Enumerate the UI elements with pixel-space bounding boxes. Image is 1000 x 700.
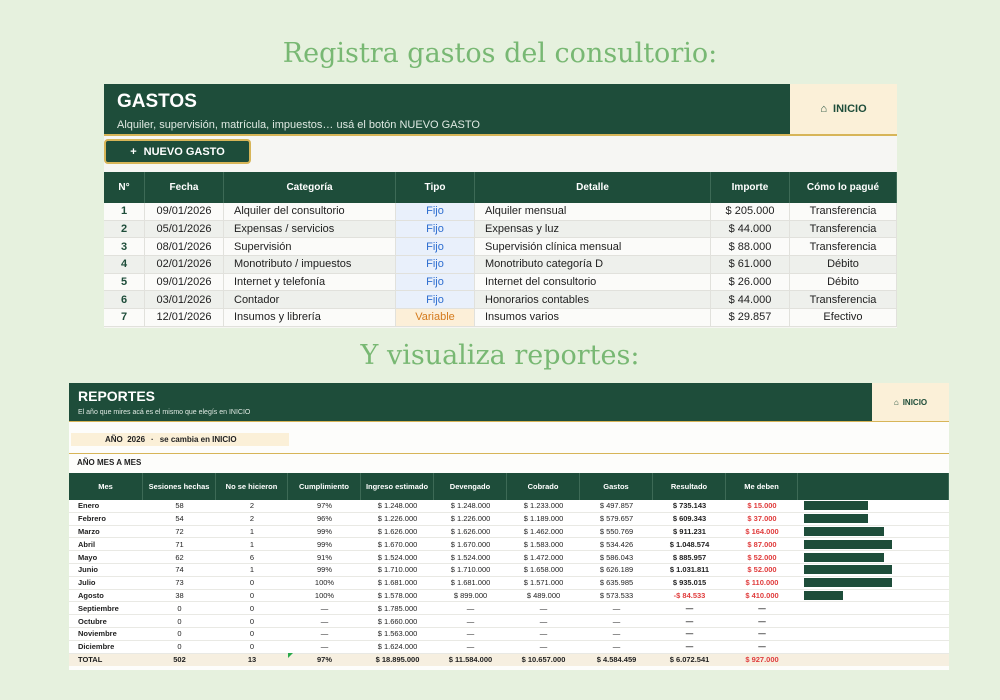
col-header-importe[interactable]: Importe <box>711 172 790 203</box>
cell-cumplimiento[interactable]: 99% <box>316 565 332 575</box>
col-header-me-deben[interactable]: Me deben <box>726 473 798 500</box>
cell-pago[interactable]: Débito <box>790 274 897 291</box>
cell-mes[interactable]: TOTAL <box>78 655 103 665</box>
cell-cumplimiento[interactable]: — <box>320 642 329 652</box>
cell-sesiones[interactable]: 72 <box>175 526 184 536</box>
col-header-sesiones[interactable]: Sesiones hechas <box>143 473 216 500</box>
reportes-title: REPORTES <box>78 388 156 404</box>
month-row[interactable] <box>69 564 949 577</box>
cell-importe[interactable]: $ 61.000 <box>711 256 790 273</box>
heading-reportes: Y visualiza reportes: <box>360 340 640 371</box>
cell-categoria[interactable]: Contador <box>224 291 396 308</box>
gastos-subtitle: Alquiler, supervisión, matrícula, impuestos… usá el botón NUEVO GASTO <box>117 119 480 131</box>
cell-detalle[interactable]: Internet del consultorio <box>475 274 711 291</box>
cell-cobrado[interactable]: — <box>539 642 548 652</box>
gasto-row[interactable] <box>104 274 897 292</box>
cell-me-deben[interactable]: $ 164.000 <box>745 526 779 536</box>
cell-resultado[interactable]: $ 1.048.574 <box>669 539 710 549</box>
cell-resultado[interactable]: $ 6.072.541 <box>669 655 710 665</box>
cell-devengado[interactable]: $ 1.226.000 <box>450 514 491 524</box>
cell-me-deben[interactable]: $ 15.000 <box>747 501 777 511</box>
month-row[interactable] <box>69 577 949 590</box>
cell-mes[interactable]: Octubre <box>78 616 107 626</box>
cell-me-deben[interactable]: — <box>758 629 766 639</box>
month-row[interactable] <box>69 513 949 526</box>
col-header-gastos[interactable]: Gastos <box>580 473 653 500</box>
cell-sesiones[interactable]: 0 <box>177 616 182 626</box>
cell-ingreso[interactable]: $ 1.578.000 <box>377 590 418 600</box>
cell-gastos[interactable]: $ 586.043 <box>599 552 634 562</box>
cell-no-hicieron[interactable]: 1 <box>249 565 255 575</box>
cell-cobrado[interactable]: — <box>539 616 548 626</box>
cell-importe[interactable]: $ 44.000 <box>711 221 790 238</box>
month-row[interactable] <box>69 551 949 564</box>
resultado-bar <box>804 578 892 587</box>
cell-me-deben[interactable]: $ 52.000 <box>747 565 777 575</box>
gasto-row[interactable] <box>104 291 897 309</box>
cell-gastos[interactable]: — <box>612 616 621 626</box>
cell-cumplimiento[interactable]: 100% <box>314 578 335 588</box>
cell-categoria[interactable]: Alquiler del consultorio <box>224 203 396 220</box>
cell-no-hicieron[interactable]: 6 <box>249 552 255 562</box>
cell-devengado[interactable]: $ 1.248.000 <box>450 501 491 511</box>
heading-gastos: Registra gastos del consultorio: <box>282 38 718 69</box>
cell-cobrado[interactable]: $ 1.571.000 <box>523 578 564 588</box>
bar-cell <box>798 654 949 667</box>
year-label: AÑO <box>105 435 123 444</box>
cell-devengado[interactable]: $ 899.000 <box>453 590 488 600</box>
cell-resultado[interactable]: $ 735.143 <box>672 501 707 511</box>
bar-cell <box>798 500 949 512</box>
cell-resultado[interactable]: $ 1.031.811 <box>669 565 710 575</box>
cell-resultado[interactable]: — <box>685 603 694 613</box>
cell-mes[interactable]: Junio <box>78 565 98 575</box>
cell-resultado[interactable]: -$ 84.533 <box>673 590 706 600</box>
inicio-label: INICIO <box>833 103 867 115</box>
cell-no-hicieron[interactable]: 2 <box>249 501 255 511</box>
cell-devengado[interactable]: — <box>466 629 475 639</box>
year-selector <box>71 433 289 446</box>
cell-cumplimiento[interactable]: 96% <box>316 514 332 524</box>
cell-numero[interactable]: 1 <box>104 203 145 220</box>
month-row[interactable] <box>69 628 949 641</box>
cell-devengado[interactable]: — <box>466 616 475 626</box>
cell-categoria[interactable]: Internet y telefonía <box>224 274 396 291</box>
cell-importe[interactable]: $ 29.857 <box>711 309 790 326</box>
cell-resultado[interactable]: — <box>685 616 694 626</box>
comment-marker-icon <box>288 653 293 658</box>
col-header-mes[interactable]: Mes <box>69 473 143 500</box>
cell-detalle[interactable]: Honorarios contables <box>475 291 711 308</box>
cell-no-hicieron[interactable]: 0 <box>249 629 255 639</box>
cell-numero[interactable]: 2 <box>104 221 145 238</box>
col-header-devengado[interactable]: Devengado <box>434 473 507 500</box>
cell-mes[interactable]: Diciembre <box>78 642 115 652</box>
cell-sesiones[interactable]: 0 <box>177 642 182 652</box>
cell-tipo[interactable]: Variable <box>396 309 475 326</box>
cell-tipo[interactable]: Fijo <box>396 203 475 220</box>
cell-no-hicieron[interactable]: 0 <box>249 642 255 652</box>
cell-resultado[interactable]: $ 911.231 <box>673 526 706 536</box>
resultado-bar <box>804 591 843 600</box>
cell-ingreso[interactable]: $ 18.895.000 <box>375 655 420 665</box>
cell-cumplimiento[interactable]: — <box>320 603 329 613</box>
reportes-sheet <box>69 383 949 670</box>
year-separator: · <box>151 435 154 444</box>
cell-numero[interactable]: 3 <box>104 238 145 255</box>
cell-gastos[interactable]: $ 573.533 <box>599 590 634 600</box>
col-header-fecha[interactable]: Fecha <box>145 172 224 203</box>
resultado-bar <box>804 514 868 523</box>
cell-sesiones[interactable]: 62 <box>175 552 184 562</box>
cell-devengado[interactable]: $ 1.681.000 <box>450 578 491 588</box>
cell-ingreso[interactable]: $ 1.624.000 <box>377 642 418 652</box>
cell-resultado[interactable]: $ 935.015 <box>672 578 707 588</box>
cell-tipo[interactable]: Fijo <box>396 274 475 291</box>
gasto-row[interactable] <box>104 309 897 327</box>
cell-cobrado[interactable]: $ 10.657.000 <box>521 655 566 665</box>
cell-gastos[interactable]: — <box>612 603 621 613</box>
inicio-button[interactable] <box>790 84 897 134</box>
cell-me-deben[interactable]: — <box>758 603 766 613</box>
cell-pago[interactable]: Transferencia <box>790 291 897 308</box>
cell-mes[interactable]: Febrero <box>78 514 106 524</box>
cell-gastos[interactable]: $ 579.657 <box>599 514 634 524</box>
year-value: 2026 <box>127 435 146 444</box>
cell-categoria[interactable]: Insumos y librería <box>224 309 396 326</box>
nuevo-gasto-button[interactable] <box>104 139 251 164</box>
bar-cell <box>798 564 949 576</box>
cell-sesiones[interactable]: 0 <box>177 603 182 613</box>
cell-me-deben[interactable]: — <box>758 616 766 626</box>
cell-fecha[interactable]: 03/01/2026 <box>145 291 224 308</box>
col-header-tipo[interactable]: Tipo <box>396 172 475 203</box>
col-header-pago[interactable]: Cómo lo pagué <box>790 172 897 203</box>
reportes-subtitle: El año que mires acá es el mismo que elegís en INICIO <box>78 409 251 416</box>
section-title: AÑO MES A MES <box>77 458 142 467</box>
cell-resultado[interactable]: $ 885.957 <box>672 552 707 562</box>
cell-fecha[interactable]: 09/01/2026 <box>145 274 224 291</box>
cell-tipo[interactable]: Fijo <box>396 221 475 238</box>
cell-categoria[interactable]: Supervisión <box>224 238 396 255</box>
cell-sesiones[interactable]: 54 <box>175 514 184 524</box>
gastos-table-header <box>104 172 897 203</box>
cell-tipo[interactable]: Fijo <box>396 291 475 308</box>
cell-me-deben[interactable]: $ 87.000 <box>747 539 777 549</box>
cell-me-deben[interactable]: — <box>758 642 766 652</box>
cell-pago[interactable]: Transferencia <box>790 238 897 255</box>
cell-ingreso[interactable]: $ 1.710.000 <box>377 565 418 575</box>
cell-no-hicieron[interactable]: 0 <box>249 616 255 626</box>
cell-mes[interactable]: Enero <box>78 501 100 511</box>
bar-cell <box>798 551 949 563</box>
resultado-bar <box>804 553 884 562</box>
cell-sesiones[interactable]: 38 <box>175 590 184 600</box>
cell-categoria[interactable]: Expensas / servicios <box>224 221 396 238</box>
month-row[interactable] <box>69 602 949 615</box>
cell-no-hicieron[interactable]: 1 <box>249 539 255 549</box>
cell-categoria[interactable]: Monotributo / impuestos <box>224 256 396 273</box>
bar-cell <box>798 538 949 550</box>
cell-sesiones[interactable]: 71 <box>175 539 184 549</box>
cell-devengado[interactable]: $ 1.670.000 <box>450 539 491 549</box>
cell-devengado[interactable]: — <box>466 603 475 613</box>
gastos-sheet <box>104 84 897 328</box>
cell-resultado[interactable]: $ 609.343 <box>672 514 707 524</box>
col-header-cobrado[interactable]: Cobrado <box>507 473 580 500</box>
col-header-n[interactable]: N° <box>104 172 145 203</box>
gasto-row[interactable] <box>104 256 897 274</box>
cell-ingreso[interactable]: $ 1.248.000 <box>377 501 418 511</box>
cell-mes[interactable]: Agosto <box>78 590 104 600</box>
gasto-row[interactable] <box>104 238 897 256</box>
reportes-table-body <box>69 500 949 666</box>
cell-gastos[interactable]: $ 534.426 <box>599 539 634 549</box>
cell-no-hicieron[interactable]: 0 <box>249 590 255 600</box>
cell-cumplimiento[interactable]: 99% <box>316 526 332 536</box>
cell-importe[interactable]: $ 205.000 <box>711 203 790 220</box>
cell-no-hicieron[interactable]: 0 <box>249 578 255 588</box>
cell-fecha[interactable]: 02/01/2026 <box>145 256 224 273</box>
nuevo-gasto-label: NUEVO GASTO <box>143 145 225 158</box>
col-header-no-hicieron[interactable]: No se hicieron <box>216 473 288 500</box>
divider <box>69 453 949 454</box>
cell-ingreso[interactable]: $ 1.681.000 <box>377 578 418 588</box>
cell-importe[interactable]: $ 88.000 <box>711 238 790 255</box>
cell-pago[interactable]: Débito <box>790 256 897 273</box>
cell-gastos[interactable]: $ 497.857 <box>599 501 634 511</box>
month-row[interactable] <box>69 526 949 539</box>
cell-detalle[interactable]: Alquiler mensual <box>475 203 711 220</box>
cell-cobrado[interactable]: $ 1.233.000 <box>523 501 564 511</box>
cell-ingreso[interactable]: $ 1.670.000 <box>377 539 418 549</box>
cell-resultado[interactable]: — <box>685 629 694 639</box>
year-note: se cambia en INICIO <box>159 435 237 444</box>
cell-pago[interactable]: Transferencia <box>790 221 897 238</box>
cell-devengado[interactable]: $ 1.524.000 <box>450 552 491 562</box>
cell-tipo[interactable]: Fijo <box>396 256 475 273</box>
cell-cumplimiento[interactable]: 100% <box>314 590 335 600</box>
cell-no-hicieron[interactable]: 13 <box>247 655 257 665</box>
cell-numero[interactable]: 6 <box>104 291 145 308</box>
cell-cobrado[interactable]: $ 489.000 <box>526 590 561 600</box>
cell-cumplimiento[interactable]: 99% <box>316 539 332 549</box>
cell-no-hicieron[interactable]: 1 <box>249 526 255 536</box>
reportes-banner <box>69 383 872 421</box>
col-header-ingreso[interactable]: Ingreso estimado <box>361 473 434 500</box>
cell-ingreso[interactable]: $ 1.226.000 <box>377 514 418 524</box>
cell-importe[interactable]: $ 26.000 <box>711 274 790 291</box>
month-row[interactable] <box>69 615 949 628</box>
cell-numero[interactable]: 4 <box>104 256 145 273</box>
cell-cumplimiento[interactable]: — <box>320 629 329 639</box>
cell-fecha[interactable]: 08/01/2026 <box>145 238 224 255</box>
bar-cell <box>798 590 949 602</box>
cell-cobrado[interactable]: $ 1.189.000 <box>523 514 564 524</box>
cell-gastos[interactable]: $ 4.584.459 <box>596 655 637 665</box>
reportes-inicio-button[interactable] <box>872 383 949 421</box>
col-header-detalle[interactable]: Detalle <box>475 172 711 203</box>
cell-me-deben[interactable]: $ 52.000 <box>747 552 777 562</box>
cell-fecha[interactable]: 12/01/2026 <box>145 309 224 326</box>
col-header-categoria[interactable]: Categoría <box>224 172 396 203</box>
cell-detalle[interactable]: Supervisión clínica mensual <box>475 238 711 255</box>
cell-cobrado[interactable]: $ 1.472.000 <box>523 552 564 562</box>
cell-me-deben[interactable]: $ 110.000 <box>745 578 779 588</box>
cell-importe[interactable]: $ 44.000 <box>711 291 790 308</box>
inicio-label: INICIO <box>902 397 928 407</box>
cell-ingreso[interactable]: $ 1.626.000 <box>377 526 418 536</box>
col-header-resultado[interactable]: Resultado <box>653 473 726 500</box>
cell-pago[interactable]: Efectivo <box>790 309 897 326</box>
gastos-title: GASTOS <box>117 91 197 112</box>
cell-cumplimiento[interactable]: — <box>320 616 329 626</box>
bar-cell <box>798 628 949 640</box>
gastos-table-body <box>104 203 897 327</box>
reportes-table-header <box>69 473 949 500</box>
home-icon: ⌂ <box>893 397 899 407</box>
resultado-bar <box>804 527 884 536</box>
month-row[interactable] <box>69 538 949 551</box>
cell-mes[interactable]: Mayo <box>78 552 98 562</box>
bar-cell <box>798 513 949 525</box>
bar-cell <box>798 615 949 627</box>
cell-no-hicieron[interactable]: 2 <box>249 514 255 524</box>
cell-gastos[interactable]: $ 550.769 <box>599 526 634 536</box>
cell-cumplimiento[interactable]: 97% <box>316 501 332 511</box>
cell-ingreso[interactable]: $ 1.785.000 <box>377 603 418 613</box>
month-row[interactable] <box>69 590 949 603</box>
cell-gastos[interactable]: $ 626.189 <box>599 565 634 575</box>
month-row[interactable] <box>69 500 949 513</box>
cell-devengado[interactable]: $ 1.626.000 <box>450 526 491 536</box>
cell-gastos[interactable]: $ 635.985 <box>599 578 634 588</box>
bar-cell <box>798 641 949 653</box>
cell-detalle[interactable]: Insumos varios <box>475 309 711 326</box>
cell-ingreso[interactable]: $ 1.524.000 <box>377 552 418 562</box>
cell-devengado[interactable]: $ 1.710.000 <box>450 565 491 575</box>
cell-detalle[interactable]: Monotributo categoría D <box>475 256 711 273</box>
cell-detalle[interactable]: Expensas y luz <box>475 221 711 238</box>
cell-mes[interactable]: Julio <box>78 578 96 588</box>
gasto-row[interactable] <box>104 203 897 221</box>
cell-sesiones[interactable]: 73 <box>175 578 184 588</box>
month-row[interactable] <box>69 641 949 654</box>
cell-ingreso[interactable]: $ 1.660.000 <box>377 616 418 626</box>
cell-mes[interactable]: Septiembre <box>78 603 119 613</box>
cell-sesiones[interactable]: 0 <box>177 629 182 639</box>
divider <box>69 421 949 422</box>
cell-numero[interactable]: 7 <box>104 309 145 326</box>
cell-cumplimiento[interactable]: 91% <box>316 552 332 562</box>
cell-mes[interactable]: Marzo <box>78 526 100 536</box>
cell-cumplimiento[interactable]: 97% <box>316 655 332 665</box>
bar-cell <box>798 602 949 614</box>
cell-no-hicieron[interactable]: 0 <box>249 603 255 613</box>
cell-devengado[interactable]: — <box>466 642 475 652</box>
cell-sesiones[interactable]: 58 <box>175 501 184 511</box>
cell-devengado[interactable]: $ 11.584.000 <box>448 655 493 665</box>
bar-cell <box>798 526 949 538</box>
cell-me-deben[interactable]: $ 37.000 <box>747 514 777 524</box>
cell-gastos[interactable]: — <box>612 629 621 639</box>
col-header-cumplimiento[interactable]: Cumplimiento <box>288 473 361 500</box>
cell-cobrado[interactable]: $ 1.462.000 <box>523 526 564 536</box>
total-row[interactable] <box>69 654 949 667</box>
cell-cobrado[interactable]: — <box>539 629 548 639</box>
cell-mes[interactable]: Abril <box>78 539 96 549</box>
resultado-bar <box>804 540 892 549</box>
cell-gastos[interactable]: — <box>612 642 621 652</box>
cell-resultado[interactable]: — <box>685 642 694 652</box>
cell-ingreso[interactable]: $ 1.563.000 <box>377 629 418 639</box>
bar-cell <box>798 577 949 589</box>
cell-numero[interactable]: 5 <box>104 274 145 291</box>
col-header-bar <box>798 473 949 500</box>
cell-me-deben[interactable]: $ 927.000 <box>745 655 779 665</box>
cell-cobrado[interactable]: — <box>539 603 548 613</box>
cell-pago[interactable]: Transferencia <box>790 203 897 220</box>
cell-fecha[interactable]: 05/01/2026 <box>145 221 224 238</box>
gastos-banner <box>104 84 790 134</box>
home-icon: ⌂ <box>820 103 828 115</box>
cell-cobrado[interactable]: $ 1.658.000 <box>523 565 564 575</box>
cell-sesiones[interactable]: 502 <box>173 655 186 665</box>
cell-sesiones[interactable]: 74 <box>175 565 184 575</box>
cell-mes[interactable]: Noviembre <box>78 629 117 639</box>
cell-cobrado[interactable]: $ 1.583.000 <box>523 539 564 549</box>
plus-icon: + <box>130 145 137 158</box>
gasto-row[interactable] <box>104 221 897 239</box>
cell-fecha[interactable]: 09/01/2026 <box>145 203 224 220</box>
cell-me-deben[interactable]: $ 410.000 <box>745 590 779 600</box>
cell-tipo[interactable]: Fijo <box>396 238 475 255</box>
divider <box>104 134 897 136</box>
resultado-bar <box>804 501 868 510</box>
resultado-bar <box>804 565 892 574</box>
